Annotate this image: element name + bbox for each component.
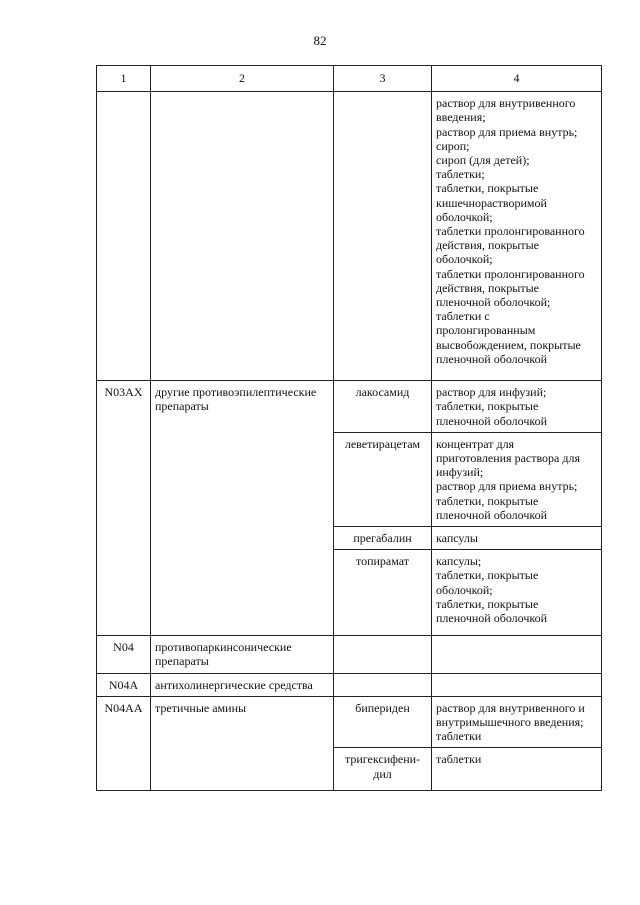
form-line: таблетки, покрытые [436, 596, 539, 611]
table-row [97, 696, 602, 748]
form-line: внутримышечного введения; [436, 715, 584, 730]
form-line: сироп (для детей); [436, 153, 530, 168]
drug-name-cell [334, 673, 432, 696]
drug-name: прегабалин [353, 531, 412, 546]
form-line: концентрат для [436, 436, 515, 451]
drug-cell [334, 92, 432, 381]
form-line: таблетки пролонгированного [436, 266, 585, 281]
dosage-forms-cell [432, 92, 602, 381]
drug-name-cell [334, 748, 432, 791]
form-line: раствор для инфузий; [436, 385, 547, 400]
atc-code-cell: N04A [97, 673, 151, 696]
form-line: кишечнорастворимой [436, 195, 547, 210]
group-cell [151, 673, 334, 696]
form-line: пленочной оболочкой [436, 611, 548, 626]
group-line: третичные амины [155, 700, 247, 715]
drug-name-cell [334, 381, 432, 433]
form-line: таблетки [436, 729, 482, 744]
form-line: капсулы; [436, 554, 482, 569]
form-line: введения; [436, 110, 486, 125]
atc-code-cell: N04 [97, 636, 151, 673]
group-cell [151, 381, 334, 636]
form-line: таблетки [436, 752, 482, 767]
form-line: пролонгированным [436, 323, 536, 338]
form-line: раствор для внутривенного и [436, 700, 585, 715]
atc-code-cell: N03AX [97, 381, 151, 636]
dosage-forms-cell [432, 527, 602, 550]
group-cell [151, 636, 334, 673]
group-line: препараты [155, 399, 209, 414]
form-line: оболочкой; [436, 209, 493, 224]
form-line: таблетки; [436, 167, 485, 182]
form-line: оболочкой; [436, 252, 493, 267]
form-line: действия, покрытые [436, 280, 539, 295]
drug-name-cell [334, 527, 432, 550]
drug-name: бипериден [355, 700, 410, 715]
dosage-forms-cell [432, 381, 602, 433]
medication-table [96, 65, 602, 791]
form-line: раствор для приема внутрь; [436, 479, 578, 494]
dosage-forms-cell [432, 550, 602, 636]
drug-name: топирамат [355, 554, 410, 569]
form-line: капсулы [436, 531, 478, 546]
drug-name: лакосамид [355, 385, 410, 400]
drug-name: леветирацетам [344, 436, 421, 451]
dosage-forms-cell [432, 432, 602, 526]
form-line: раствор для приема внутрь; [436, 124, 578, 139]
group-line: препараты [155, 654, 209, 669]
group-cell [151, 92, 334, 381]
table-row [97, 92, 602, 381]
form-line: сироп; [436, 138, 470, 153]
form-line: таблетки, покрытые [436, 399, 539, 414]
drug-name-cell [334, 636, 432, 673]
dosage-forms-cell [432, 696, 602, 748]
code-cell [97, 92, 151, 381]
dosage-forms-cell [432, 636, 602, 673]
form-line: инфузий; [436, 465, 484, 480]
form-line: таблетки пролонгированного [436, 224, 585, 239]
form-line: таблетки, покрытые [436, 181, 539, 196]
form-line: действия, покрытые [436, 238, 539, 253]
header-col-4: 4 [432, 66, 602, 92]
page-number: 82 [313, 33, 327, 48]
table-row [97, 673, 602, 696]
drug-name: дил [373, 766, 392, 781]
form-line: раствор для внутривенного [436, 96, 576, 111]
form-line: пленочной оболочкой [436, 351, 548, 366]
form-line: таблетки, покрытые [436, 493, 539, 508]
dosage-forms-cell [432, 673, 602, 696]
group-line: антихолинергические средства [155, 677, 313, 692]
header-col-2: 2 [151, 66, 334, 92]
table-header-row [97, 66, 602, 92]
header-col-1: 1 [97, 66, 151, 92]
drug-name-cell [334, 696, 432, 748]
form-line: пленочной оболочкой [436, 413, 548, 428]
form-line: оболочкой; [436, 582, 493, 597]
form-line: высвобождением, покрытые [436, 337, 581, 352]
form-line: таблетки, покрытые [436, 568, 539, 583]
drug-name-cell [334, 432, 432, 526]
dosage-forms-cell [432, 748, 602, 791]
table-row [97, 381, 602, 433]
drug-name: тригексифени- [344, 752, 421, 767]
form-line: приготовления раствора для [436, 451, 580, 466]
form-line: пленочной оболочкой; [436, 295, 551, 310]
form-line: таблетки с [436, 309, 490, 324]
group-line: другие противоэпилептические [155, 385, 317, 400]
table-row [97, 636, 602, 673]
group-line: противопаркинсонические [155, 640, 292, 655]
group-cell [151, 696, 334, 791]
form-line: пленочной оболочкой [436, 507, 548, 522]
atc-code-cell: N04AA [97, 696, 151, 791]
drug-name-cell [334, 550, 432, 636]
header-col-3: 3 [334, 66, 432, 92]
